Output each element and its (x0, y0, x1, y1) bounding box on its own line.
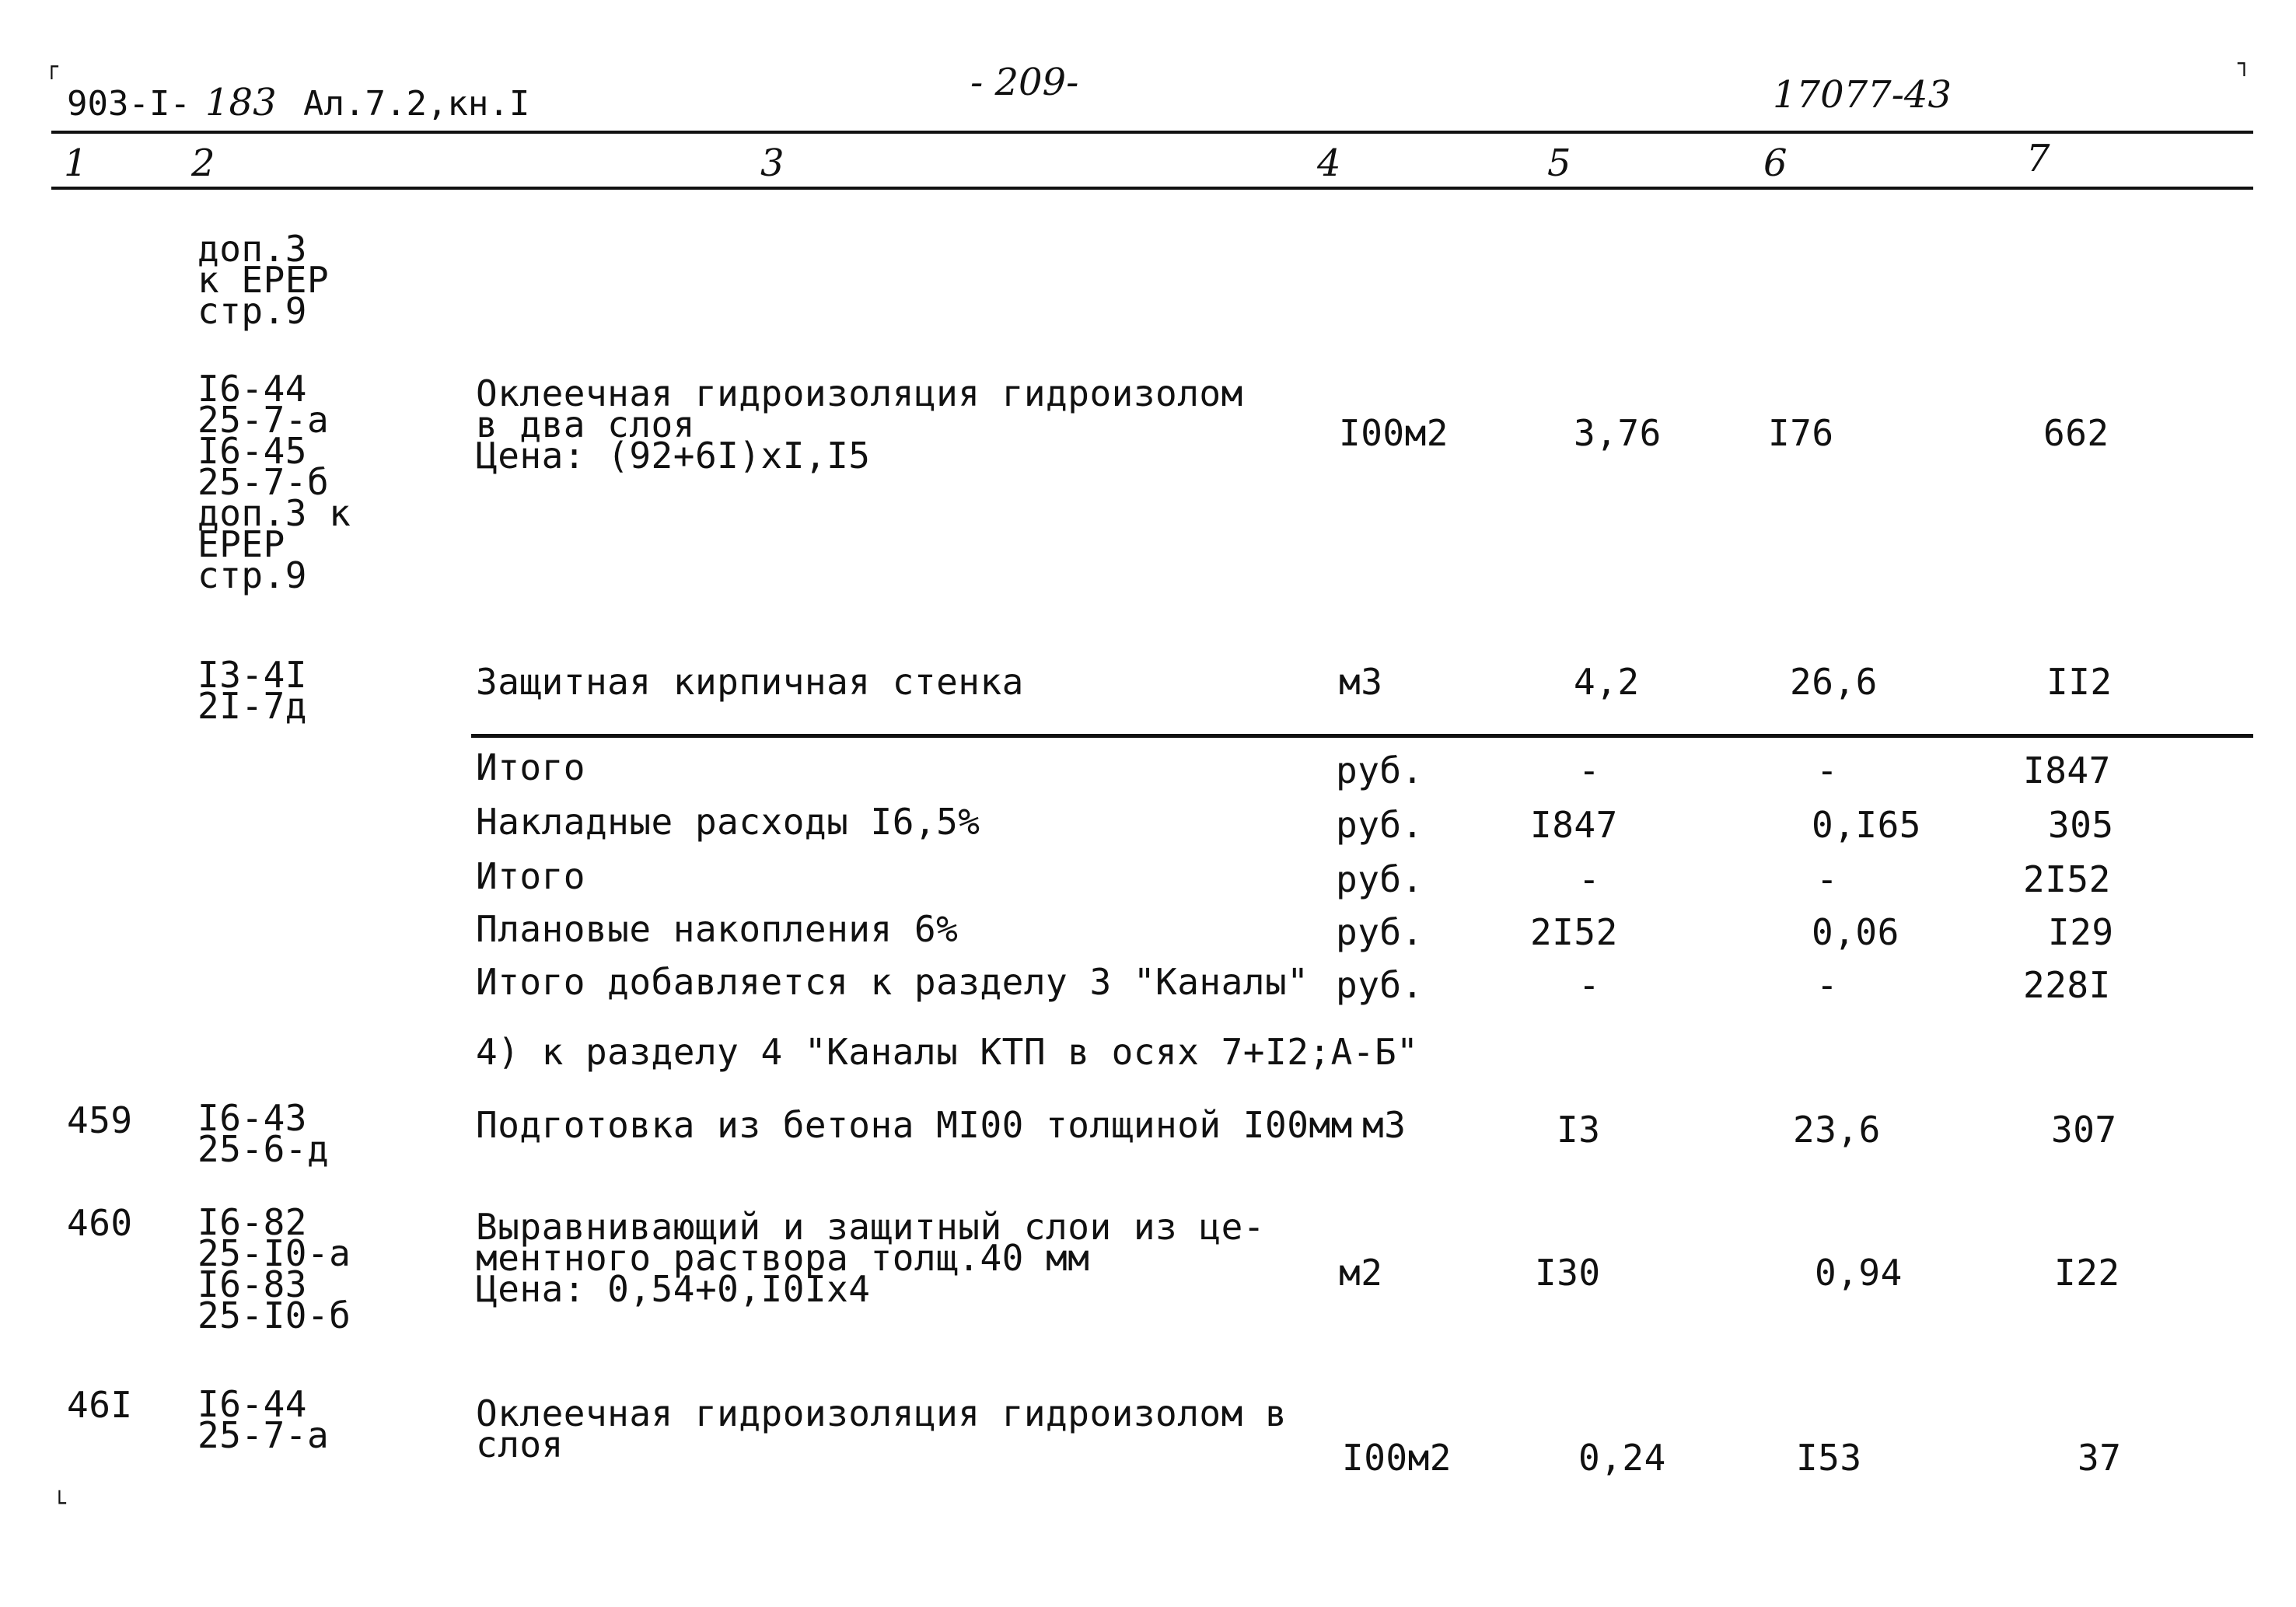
row-461-unit: I00м2 (1342, 1437, 1452, 1479)
header-rule-bottom (51, 187, 2253, 190)
row-460-total: I22 (2054, 1252, 2120, 1294)
row-460-unit: м2 (1339, 1252, 1383, 1294)
row-461-name: Оклеечная гидроизоляция гидроизолом в слоя (476, 1392, 1288, 1466)
row-2-qty: 4,2 (1574, 661, 1640, 703)
summary-4-total: I29 (2048, 911, 2114, 953)
row-1-total: 662 (2043, 412, 2109, 454)
row-461-total: 37 (2078, 1437, 2122, 1479)
archive-number: 17077-43 (1773, 73, 1952, 117)
summary-4-name: Плановые накопления 6% (476, 908, 959, 950)
row-1-code: I6-44 25-7-а I6-45 25-7-б доп.3 к ЕРЕР стр.9 (197, 368, 351, 596)
summary-3-total: 2I52 (2023, 858, 2111, 900)
row-1-qty: 3,76 (1574, 412, 1662, 454)
section-heading: 4) к разделу 4 "Каналы КТП в осях 7+I2;А-Б" (476, 1031, 1419, 1073)
row-1-name: Оклеечная гидроизоляция гидроизолом в два слоя Цена: (92+6I)xI,I5 (476, 372, 1243, 477)
summary-2-total: 305 (2048, 804, 2114, 846)
summary-4-qty: 2I52 (1530, 911, 1618, 953)
subtotal-rule (471, 734, 2253, 738)
summary-2-name: Накладные расходы I6,5% (476, 801, 980, 843)
row-2-name: Защитная кирпичная стенка (476, 661, 1024, 703)
row-2-code: I3-4I 2I-7д (197, 654, 307, 727)
row-2-total: II2 (2046, 661, 2113, 703)
row-459-price: 23,6 (1793, 1109, 1881, 1151)
summary-2-unit: руб. (1336, 804, 1424, 846)
corner-mark-top-right: ┐ (2238, 51, 2251, 76)
corner-mark-bottom-left: └ (53, 1490, 66, 1516)
row-461-price: I53 (1796, 1437, 1862, 1479)
summary-3-price: - (1816, 858, 1839, 900)
column-header-3: 3 (760, 141, 785, 185)
column-header-1: 1 (64, 141, 88, 185)
header-rule-top (51, 131, 2253, 134)
summary-5-qty: - (1578, 964, 1601, 1006)
page-number: - 209- (970, 61, 1079, 104)
corner-mark-top-left: ┌ (45, 54, 58, 79)
summary-5-unit: руб. (1336, 964, 1424, 1006)
row-2-unit: м3 (1339, 661, 1383, 703)
summary-1-price: - (1816, 749, 1839, 791)
row-460-name: Выравнивающий и защитный слои из це- ментного раствора толщ.40 мм Цена: 0,54+0,I0Ix4 (476, 1206, 1265, 1310)
summary-5-price: - (1816, 964, 1839, 1006)
summary-2-price: 0,I65 (1812, 804, 1921, 846)
row-459-code: I6-43 25-6-д (197, 1097, 330, 1170)
row-459-qty: I3 (1557, 1109, 1601, 1151)
row-461-code: I6-44 25-7-а (197, 1383, 330, 1456)
column-header-6: 6 (1763, 141, 1788, 185)
summary-1-total: I847 (2023, 749, 2111, 791)
row-459-name: Подготовка из бетона МI00 толщиной I00мм (476, 1104, 1353, 1146)
summary-4-price: 0,06 (1812, 911, 1899, 953)
row-459-num: 459 (67, 1099, 133, 1141)
summary-3-unit: руб. (1336, 858, 1424, 900)
summary-2-qty: I847 (1530, 804, 1618, 846)
row-459-unit: м3 (1362, 1104, 1407, 1146)
row-460-code: I6-82 25-I0-а I6-83 25-I0-б (197, 1201, 351, 1336)
summary-1-name: Итого (476, 746, 585, 788)
row-0-code: доп.3 к ЕРЕР стр.9 (197, 228, 330, 332)
column-header-5: 5 (1547, 141, 1571, 185)
row-460-num: 460 (67, 1202, 133, 1244)
row-2-price: 26,6 (1790, 661, 1878, 703)
row-460-qty: I30 (1535, 1252, 1601, 1294)
row-461-qty: 0,24 (1578, 1437, 1666, 1479)
summary-1-qty: - (1578, 749, 1601, 791)
doc-code-handwritten: 183 (205, 81, 277, 124)
summary-1-unit: руб. (1336, 749, 1424, 791)
row-460-price: 0,94 (1815, 1252, 1903, 1294)
summary-4-unit: руб. (1336, 911, 1424, 953)
summary-5-total: 228I (2023, 964, 2111, 1006)
column-header-2: 2 (191, 141, 215, 185)
row-461-num: 46I (67, 1384, 133, 1426)
doc-suffix: Ал.7.2,кн.I (303, 84, 530, 124)
column-header-4: 4 (1317, 141, 1341, 185)
row-459-total: 307 (2051, 1109, 2117, 1151)
row-1-price: I76 (1768, 412, 1834, 454)
summary-3-name: Итого (476, 855, 585, 897)
doc-code-prefix: 903-I- (67, 84, 190, 124)
summary-3-qty: - (1578, 858, 1601, 900)
column-header-7: 7 (2026, 137, 2050, 180)
summary-5-name: Итого добавляется к разделу 3 "Каналы" (476, 961, 1309, 1003)
row-1-unit: I00м2 (1339, 412, 1449, 454)
